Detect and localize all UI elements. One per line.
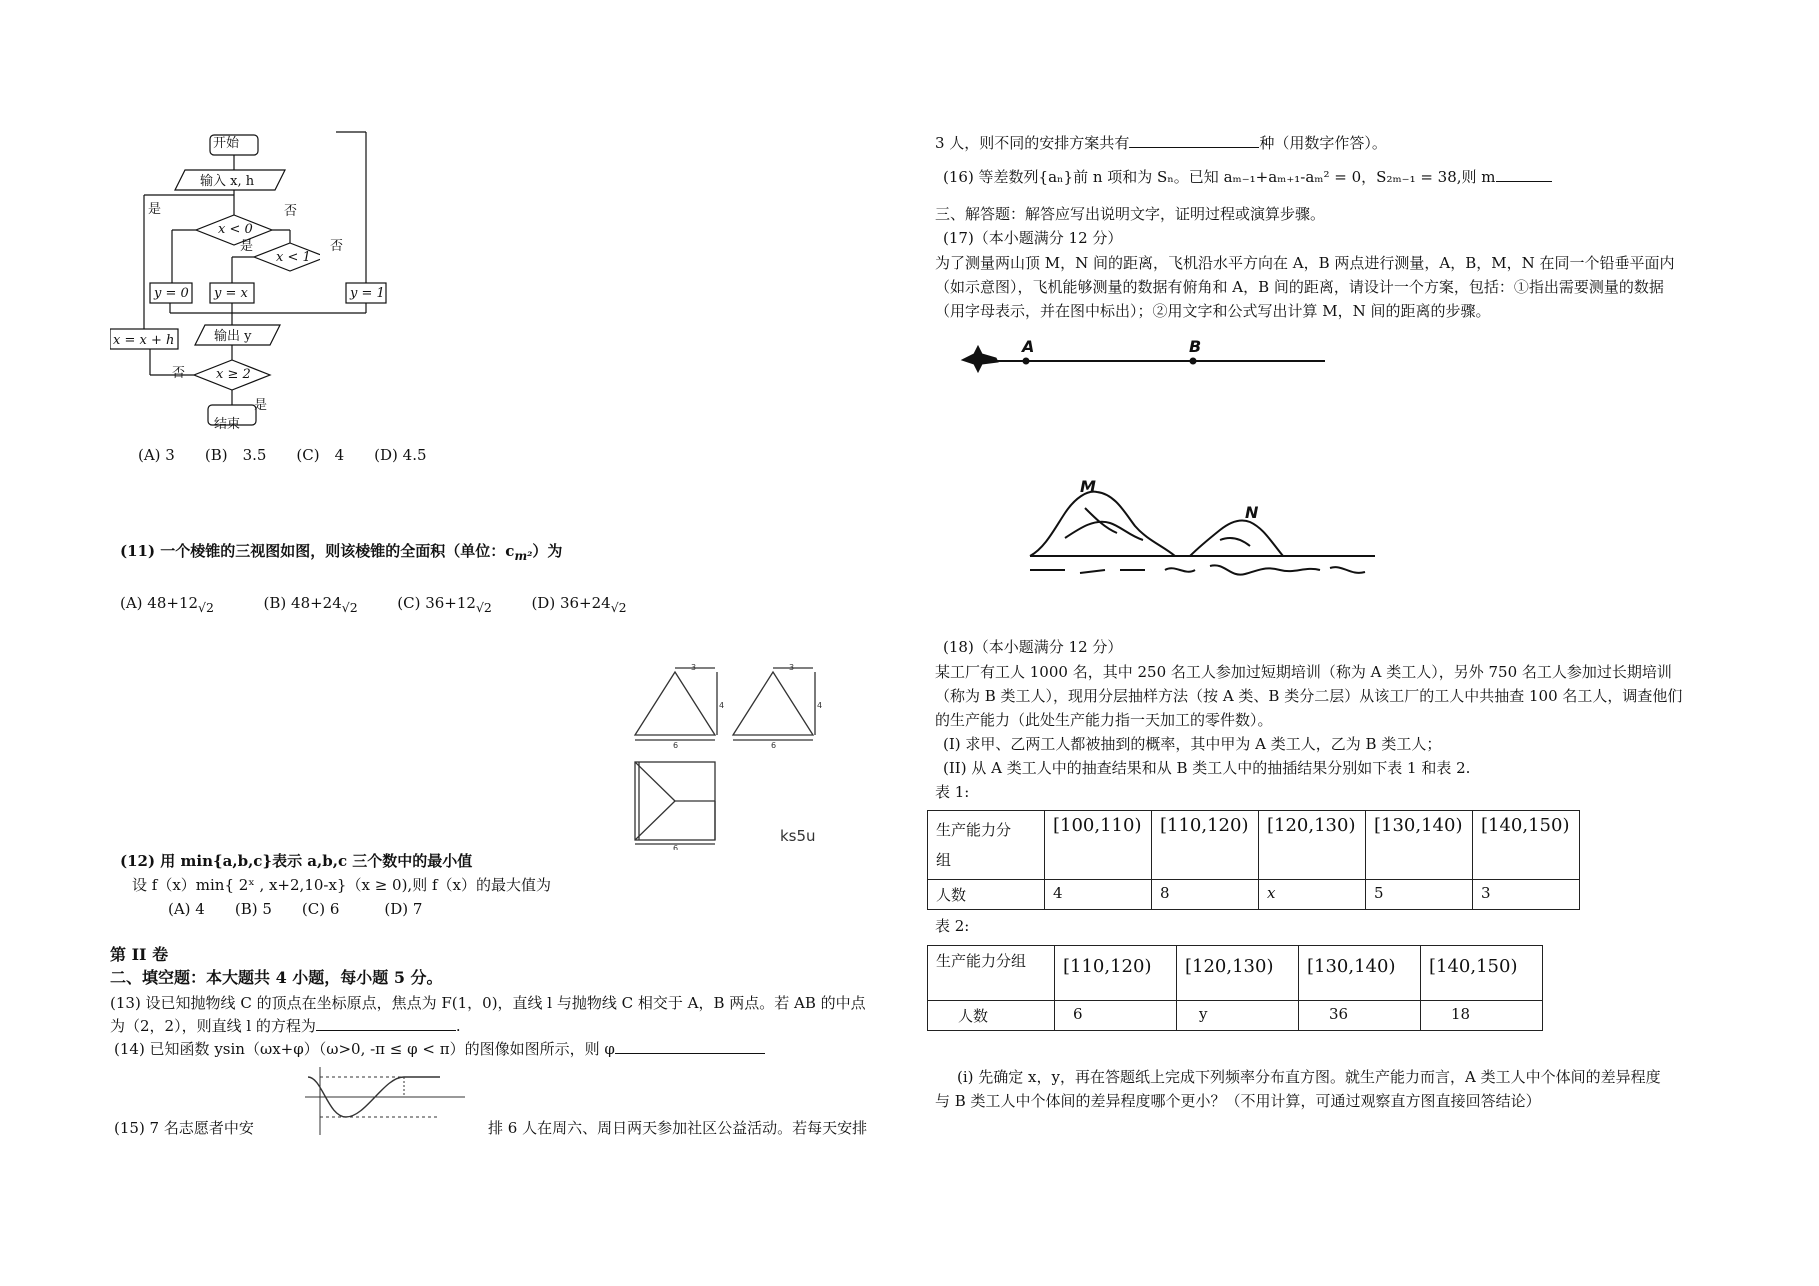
flowchart-yx-label: y = x (214, 286, 248, 301)
side-view (733, 672, 813, 735)
flowchart-end-label: 结束 (214, 417, 241, 432)
table1-count: 4 (1045, 880, 1152, 910)
q11-options: (A) $48+12_{√2}$ (B) $48+24_{√2}$ (C) $36+12_{√2}$ (D) $36+24_{√2}$ (120, 594, 627, 615)
q16-line: (16) 等差数列{aₙ}前 n 项和为 Sₙ。已知 aₘ₋₁+aₘ₊₁-aₘ² = 0，S₂ₘ₋₁ = 38,则 m (943, 166, 1552, 188)
q15-answer-blank[interactable] (1129, 133, 1259, 148)
flowchart-y0-label: y = 0 (154, 286, 189, 301)
table-row (928, 946, 1543, 1001)
table1-count: 8 (1152, 880, 1259, 910)
table1-interval: [120,130) (1259, 811, 1366, 880)
q18-head: (18)（本小题满分 12 分） (943, 638, 1123, 656)
q12-stem: (12) 用 min{a,b,c}表示 a,b,c 三个数中的最小值 (120, 852, 473, 870)
flowchart-output-label: 输出 y (214, 329, 252, 344)
airplane-icon (962, 346, 998, 372)
top-view-label-6: 6 (673, 844, 679, 850)
front-view-label-4: 4 (719, 701, 725, 710)
table1-head-cell: 生产能力分 组 (928, 811, 1045, 880)
table2-count: 36 (1299, 1001, 1421, 1031)
q18-p5: (II) 从 A 类工人中的抽查结果和从 B 类工人中的抽插结果分别如下表 1 和表 2. (943, 759, 1471, 777)
table2-caption: 表 2: (935, 917, 970, 935)
q18-p4: (I) 求甲、乙两工人都被抽到的概率，其中甲为 A 类工人，乙为 B 类工人； (943, 735, 1442, 753)
q16-answer-blank[interactable] (1496, 167, 1552, 182)
q15-cont: 3 人，则不同的安排方案共有 种（用数字作答）。 (935, 134, 1387, 152)
label-a: A (1022, 338, 1035, 356)
label-b: B (1189, 338, 1202, 356)
table1-row-label: 人数 (928, 880, 1045, 910)
q12-line2: 设 f（x）min{ 2ˣ , x+2,10-x}（x ≥ 0),则 f（x）的最大值为 (132, 876, 551, 894)
three-view-figure (625, 660, 950, 850)
table-row (928, 811, 1580, 880)
table1-interval: [140,150) (1473, 811, 1580, 880)
q12-options: (A) 4 (B) 5 (C) 6 (D) 7 (168, 900, 423, 918)
mountains-figure (1025, 478, 1375, 593)
side-view-label-6: 6 (771, 741, 777, 750)
q11-stem: (11) 一个棱锥的三视图如图，则该棱锥的全面积（单位：$c_{m^2}$）为 (120, 542, 563, 563)
q17-p3: （用字母表示，并在图中标出）；②用文字和公式写出计算 M，N 间的距离的步骤。 (935, 302, 1491, 320)
front-view-label-3: 3 (691, 663, 697, 672)
q17-p1: 为了测量两山顶 M，N 间的距离，飞机沿水平方向在 A，B 两点进行测量，A，B，M，N 在同一个铅垂平面内 (935, 254, 1675, 272)
flowchart-yes-label-1: 是 (148, 202, 162, 217)
sine-graph (300, 1065, 470, 1137)
table2-count: 6 (1055, 1001, 1177, 1031)
q18-p2: （称为 B 类工人），现用分层抽样方法（按 A 类、B 类分二层）从该工厂的工人中共抽查 100 名工人，调查他们 (935, 687, 1683, 705)
table1-count: 5 (1366, 880, 1473, 910)
table2-head-cell: 生产能力分组 (928, 946, 1055, 1001)
flowchart-y1-label: y = 1 (350, 286, 385, 301)
table2-interval: [140,150) (1421, 946, 1543, 1001)
part3-title: 三、解答题：解答应写出说明文字，证明过程或演算步骤。 (935, 205, 1326, 223)
q10-options: (A) 3 (B) 3.5 (C) 4 (D) 4.5 (138, 446, 427, 464)
q17-head: (17)（本小题满分 12 分） (943, 229, 1123, 247)
q13-line1: (13) 设已知抛物线 C 的顶点在坐标原点，焦点为 F(1，0)，直线 l 与抛物线 C 相交于 A，B 两点。若 AB 的中点 (110, 994, 866, 1012)
flowchart-update-label: x = x + h (113, 333, 175, 348)
flowchart-cond2-label: x < 1 (276, 250, 311, 265)
flowchart-no-label-3: 否 (172, 366, 186, 381)
table2-interval: [130,140) (1299, 946, 1421, 1001)
part2-subtitle: 二、填空题：本大题共 4 小题，每小题 5 分。 (110, 968, 443, 987)
q18-p1: 某工厂有工人 1000 名，其中 250 名工人参加过短期培训（称为 A 类工人），另外 750 名工人参加过长期培训 (935, 663, 1672, 681)
flowchart-no-label-2: 否 (330, 239, 344, 254)
table-1 (927, 810, 1580, 910)
label-n: N (1245, 503, 1259, 522)
flowchart-no-label-1: 否 (284, 204, 298, 219)
watermark: ks5u (780, 827, 816, 845)
table2-interval: [110,120) (1055, 946, 1177, 1001)
table2-interval: [120,130) (1177, 946, 1299, 1001)
q18-p7: 与 B 类工人中个体间的差异程度哪个更小？（不用计算，可通过观察直方图直接回答结论） (935, 1092, 1541, 1110)
table1-count: 3 (1473, 880, 1580, 910)
q13-line2: 为（2，2），则直线 l 的方程为 . (110, 1017, 461, 1035)
flowchart-yes-label-3: 是 (254, 398, 268, 413)
table1-interval: [100,110) (1045, 811, 1152, 880)
left-column (110, 0, 910, 1286)
side-view-label-3: 3 (789, 663, 795, 672)
q17-p2: （如示意图），飞机能够测量的数据有俯角和 A，B 间的距离，请设计一个方案，包括：①指出需要测量的数据 (935, 278, 1664, 296)
q14-line: (14) 已知函数 ysin（ωx+φ）（ω>0, -π ≤ φ < π）的图像如图所示，则 φ (114, 1038, 765, 1060)
flowchart-input-label: 输入 x, h (200, 174, 255, 189)
q14-answer-blank[interactable] (615, 1039, 765, 1054)
side-view-label-4: 4 (817, 701, 823, 710)
table1-count: x (1259, 880, 1366, 910)
q11-unit: m² (514, 549, 533, 563)
q13-answer-blank[interactable] (316, 1016, 456, 1031)
flowchart-yes-label-2: 是 (240, 239, 254, 254)
q18-p6: (i) 先确定 x，y，再在答题纸上完成下列频率分布直方图。就生产能力而言，A 类工人中个体间的差异程度 (957, 1068, 1661, 1086)
plane-path-figure (960, 338, 1330, 378)
table1-caption: 表 1: (935, 783, 970, 801)
flowchart-start-label: 开始 (213, 136, 240, 151)
table2-count: 18 (1421, 1001, 1543, 1031)
flowchart-cond1-label: x < 0 (218, 222, 253, 237)
table-row (928, 880, 1580, 910)
front-view (635, 672, 715, 735)
table2-count: y (1177, 1001, 1299, 1031)
table1-interval: [130,140) (1366, 811, 1473, 880)
q15-right: 排 6 人在周六、周日两天参加社区公益活动。若每天安排 (488, 1119, 868, 1137)
right-column (935, 0, 1795, 1286)
flowchart-cond3-label: x ≥ 2 (216, 367, 251, 382)
q18-p3: 的生产能力（此处生产能力指一天加工的零件数）。 (935, 711, 1273, 729)
q15-left: (15) 7 名志愿者中安 (114, 1119, 254, 1137)
part2-title: 第 II 卷 (110, 945, 169, 964)
table1-interval: [110,120) (1152, 811, 1259, 880)
table-row (928, 1001, 1543, 1031)
table-2 (927, 945, 1543, 1031)
label-m: M (1080, 478, 1096, 496)
front-view-label-6: 6 (673, 741, 679, 750)
table2-row-label: 人数 (928, 1001, 1055, 1031)
